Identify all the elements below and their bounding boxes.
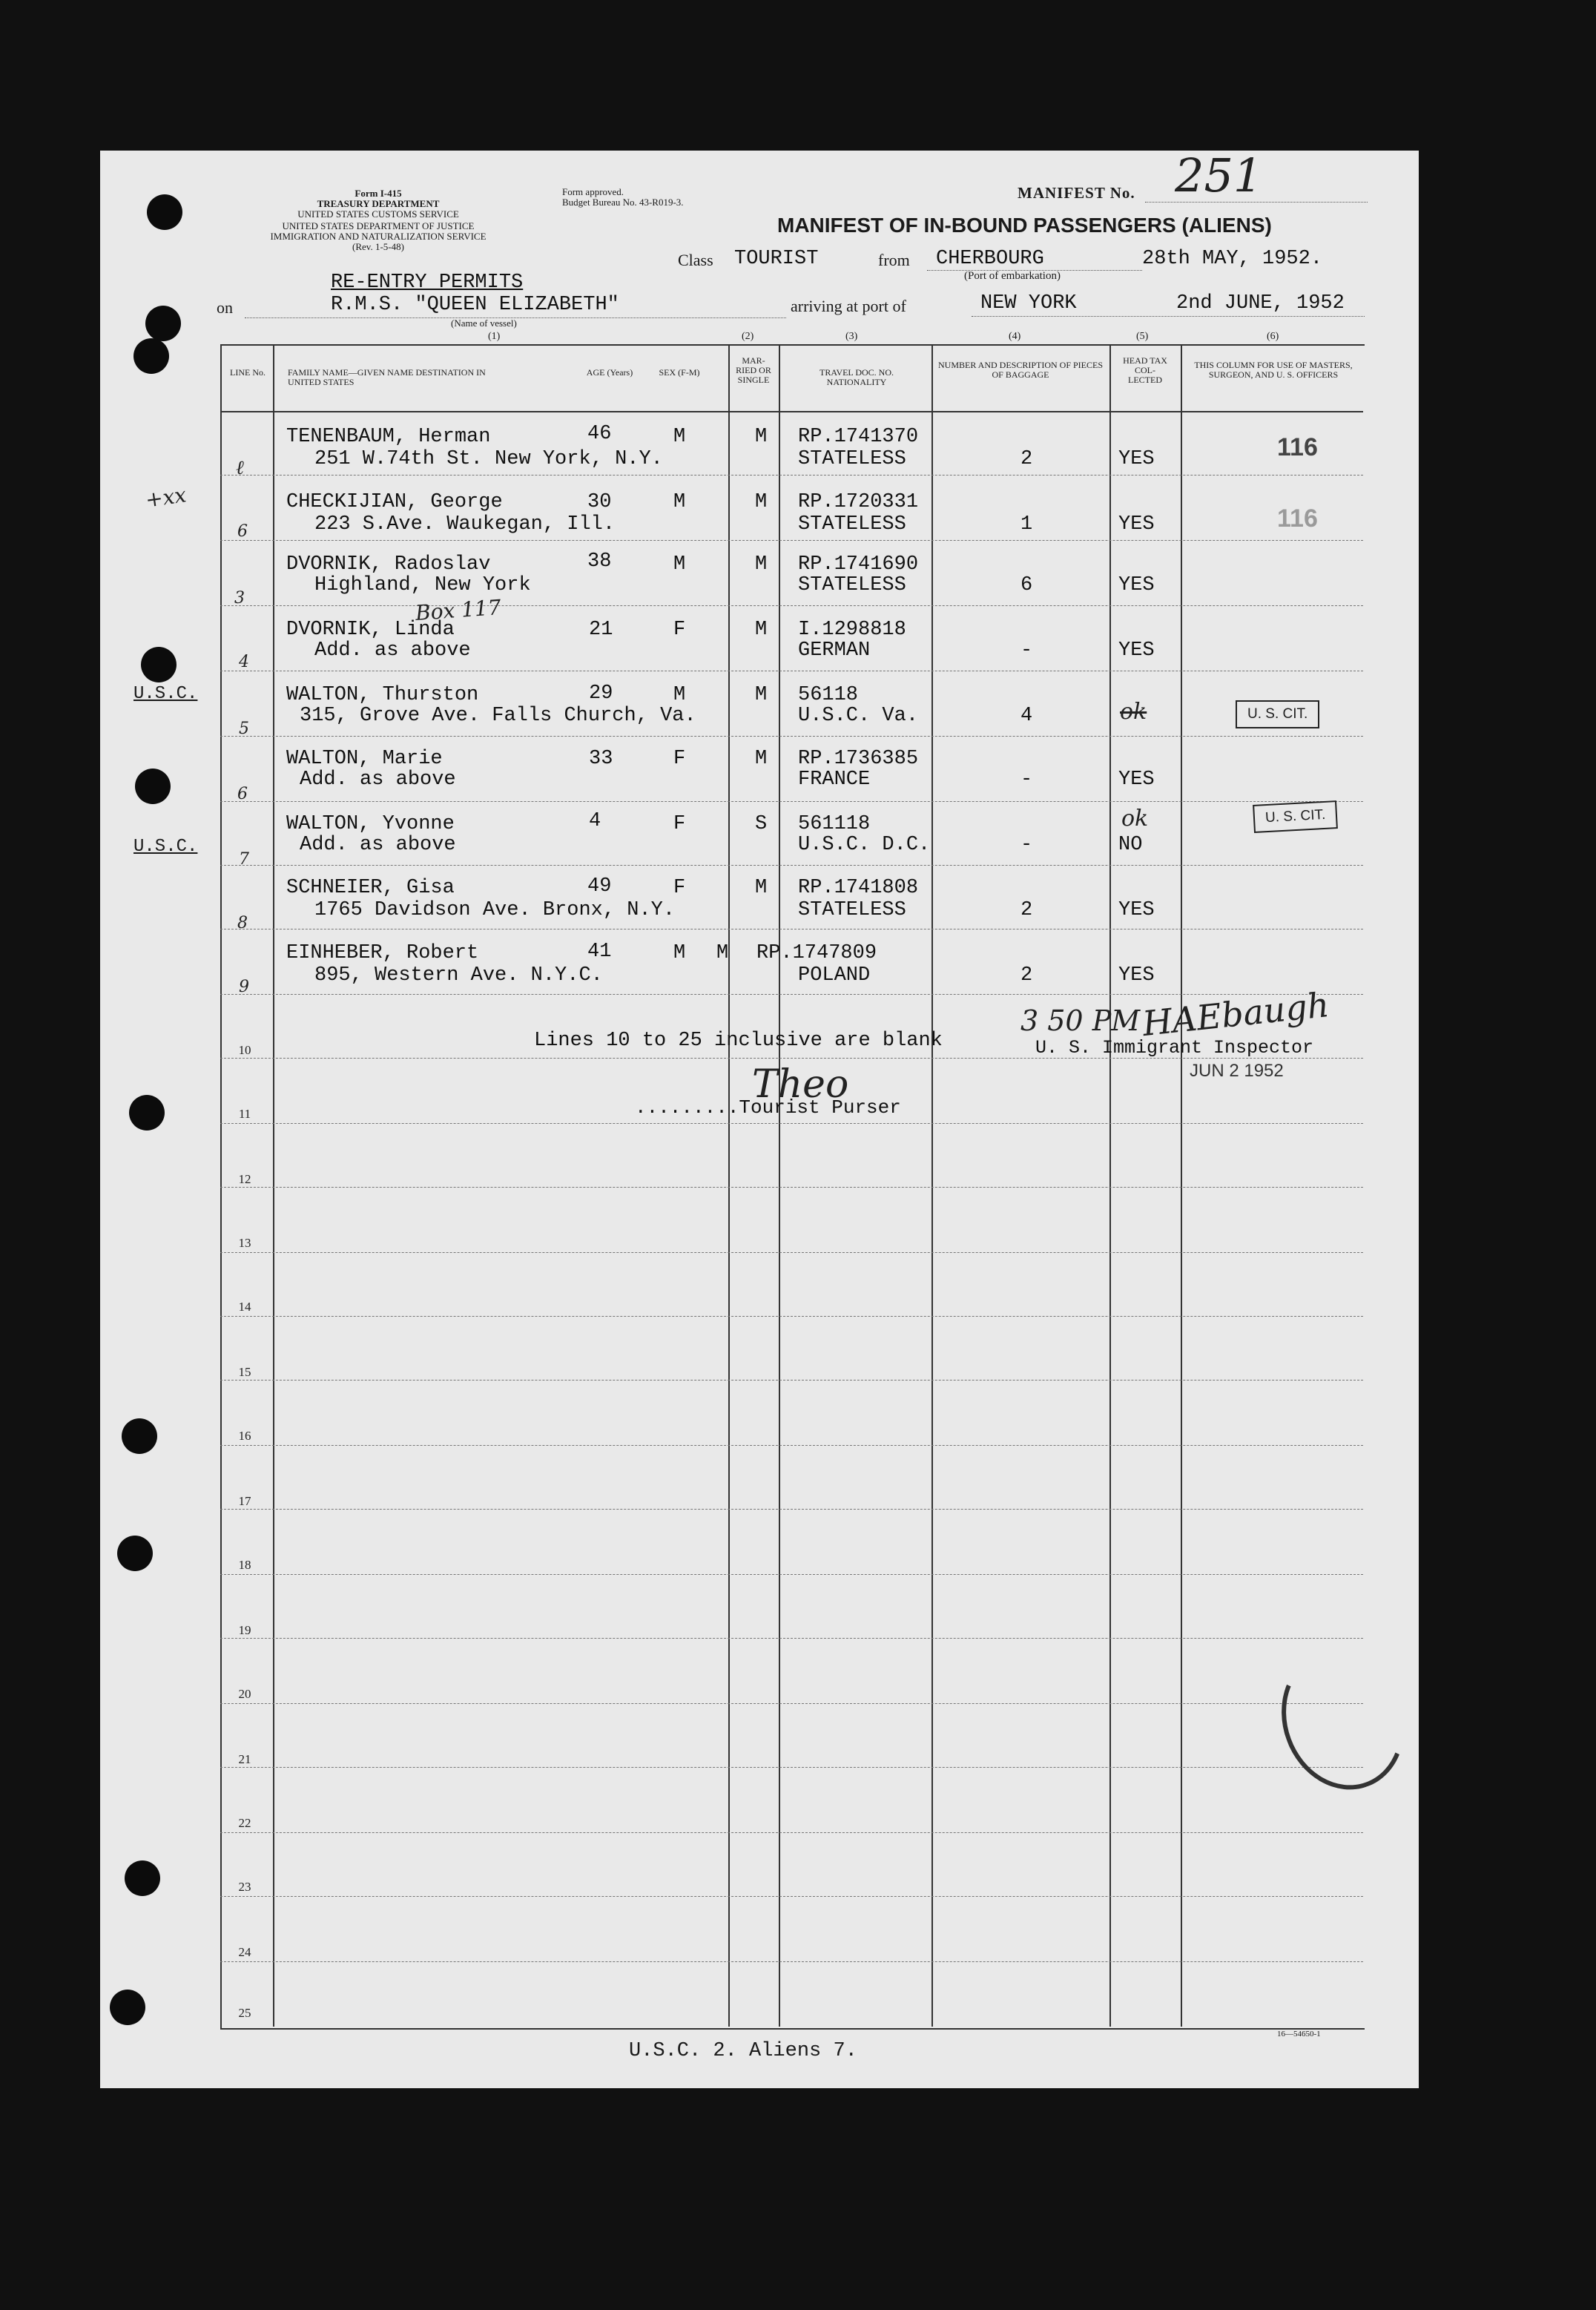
header-age: AGE (Years) xyxy=(586,367,633,378)
head-tax: YES xyxy=(1118,964,1155,987)
passenger-name: WALTON, Yvonne xyxy=(286,813,455,835)
line-number: 25 xyxy=(238,2006,251,2020)
officer-note: 116 xyxy=(1277,504,1318,533)
manifest-title: MANIFEST OF IN-BOUND PASSENGERS (ALIENS) xyxy=(777,214,1272,237)
line-number: 10 xyxy=(238,1043,251,1057)
passenger-age: 21 xyxy=(589,619,613,641)
passenger-marital: M xyxy=(755,748,768,770)
margin-xx-note: +xx xyxy=(143,482,188,513)
arriving-label: arriving at port of xyxy=(791,297,906,315)
baggage-count: - xyxy=(1020,639,1033,662)
line-number: 23 xyxy=(238,1880,251,1894)
line-number: 16 xyxy=(238,1429,251,1443)
head-tax: YES xyxy=(1118,448,1155,470)
punch-hole xyxy=(122,1418,157,1454)
passenger-marital: M xyxy=(755,553,768,576)
column-number: (4) xyxy=(1009,331,1021,342)
passenger-sex: M xyxy=(673,942,686,964)
line-number: 15 xyxy=(238,1365,251,1379)
blank-lines-note: Lines 10 to 25 inclusive are blank xyxy=(534,1030,943,1052)
vessel-caption: (Name of vessel) xyxy=(451,317,517,329)
nationality: U.S.C. Va. xyxy=(798,705,919,727)
punch-hole xyxy=(129,1095,165,1131)
punch-hole xyxy=(147,194,182,230)
passenger-sex: F xyxy=(673,877,686,899)
passenger-name: DVORNIK, Linda xyxy=(286,619,455,641)
budget-bureau: Budget Bureau No. 43-R019-3. xyxy=(562,197,684,208)
nationality: POLAND xyxy=(798,964,871,987)
passenger-marital: M xyxy=(755,684,768,706)
punch-hole xyxy=(125,1860,160,1896)
header-sex: SEX (F-M) xyxy=(659,367,700,378)
passenger-marital: M xyxy=(716,942,729,964)
line-number: 21 xyxy=(238,1752,251,1766)
inspector-signature: HAEbaugh xyxy=(1140,984,1331,1044)
line-number: 20 xyxy=(238,1687,251,1701)
punch-hole xyxy=(133,338,169,374)
inspection-date-stamp: JUN 2 1952 xyxy=(1190,1061,1284,1081)
passenger-age: 33 xyxy=(589,748,613,770)
passenger-marital: M xyxy=(755,619,768,641)
nationality: U.S.C. D.C. xyxy=(798,834,931,856)
head-tax: YES xyxy=(1118,899,1155,921)
header-travel-doc: TRAVEL DOC. NO. NATIONALITY xyxy=(819,367,894,387)
passenger-name: EINHEBER, Robert xyxy=(286,942,479,964)
column-number: (6) xyxy=(1267,331,1279,342)
passenger-destination: Add. as above xyxy=(300,769,456,791)
column-number: (1) xyxy=(488,331,501,342)
passenger-destination: Add. as above xyxy=(314,639,471,662)
on-label: on xyxy=(217,298,233,317)
passenger-name: TENENBAUM, Herman xyxy=(286,426,491,448)
passenger-destination: 315, Grove Ave. Falls Church, Va. xyxy=(300,705,696,727)
usc-margin-note: U.S.C. xyxy=(133,837,198,857)
baggage-count: 1 xyxy=(1020,513,1033,536)
passenger-sex: M xyxy=(673,553,686,576)
arrival-date: 2nd JUNE, 1952 xyxy=(1176,292,1345,315)
purser-signature: Theo xyxy=(752,1062,849,1107)
form-approved: Form approved. xyxy=(562,186,624,197)
departure-date: 28th MAY, 1952. xyxy=(1142,248,1323,270)
travel-doc-no: RP.1741808 xyxy=(798,877,919,899)
travel-doc-no: RP.1741370 xyxy=(798,426,919,448)
passenger-age: 46 xyxy=(587,423,612,445)
travel-doc-no: RP.1741690 xyxy=(798,553,919,576)
passenger-destination: 895, Western Ave. N.Y.C. xyxy=(314,964,603,987)
travel-doc-no: RP.1747809 xyxy=(756,942,877,964)
passenger-destination: 1765 Davidson Ave. Bronx, N.Y. xyxy=(314,899,676,921)
baggage-count: 4 xyxy=(1020,705,1033,727)
inspector-title: U. S. Immigrant Inspector xyxy=(1035,1037,1314,1059)
line-number: 22 xyxy=(238,1816,251,1830)
header-married: MAR-RIED OR SINGLE xyxy=(736,355,771,385)
passenger-sex: M xyxy=(673,426,686,448)
print-code: 16—54650-1 xyxy=(1277,2030,1321,2038)
head-tax: YES xyxy=(1118,574,1155,596)
passenger-destination: 251 W.74th St. New York, N.Y. xyxy=(314,448,663,470)
header-line-no: LINE No. xyxy=(230,367,266,378)
ins-service: IMMIGRATION AND NATURALIZATION SERVICE xyxy=(270,231,487,242)
passenger-marital: M xyxy=(755,877,768,899)
header-head-tax: HEAD TAX COL-LECTED xyxy=(1123,355,1167,385)
us-citizen-stamp: U. S. CIT. xyxy=(1253,800,1338,833)
travel-doc-no: I.1298818 xyxy=(798,619,906,641)
line-number: 18 xyxy=(238,1558,251,1572)
class-label: Class xyxy=(678,251,713,269)
form-number: Form I-415 xyxy=(355,188,402,199)
passenger-destination: 223 S.Ave. Waukegan, Ill. xyxy=(314,513,616,536)
class-value: TOURIST xyxy=(734,248,819,270)
column-number: (2) xyxy=(742,331,754,342)
travel-doc-no: 561118 xyxy=(798,813,871,835)
manifest-number: 251 xyxy=(1175,148,1263,203)
passenger-sex: F xyxy=(673,748,686,770)
passenger-marital: M xyxy=(755,491,768,513)
punch-hole xyxy=(141,647,177,682)
nationality: STATELESS xyxy=(798,513,906,536)
punch-hole xyxy=(145,306,181,341)
column-number: (3) xyxy=(845,331,858,342)
passenger-age: 30 xyxy=(587,491,612,513)
baggage-count: 2 xyxy=(1020,964,1033,987)
passenger-age: 29 xyxy=(589,682,613,705)
passenger-age: 41 xyxy=(587,941,612,963)
head-tax: YES xyxy=(1118,769,1155,791)
head-tax: NO xyxy=(1118,834,1143,856)
head-tax-ok-note: ok xyxy=(1121,806,1149,832)
passenger-sex: F xyxy=(673,813,686,835)
line-number: 24 xyxy=(238,1945,251,1959)
passenger-name: SCHNEIER, Gisa xyxy=(286,877,455,899)
reentry-permits-note: RE-ENTRY PERMITS xyxy=(331,272,524,294)
line-number: 13 xyxy=(238,1236,251,1250)
line-number: 17 xyxy=(238,1494,251,1508)
passenger-name: DVORNIK, Radoslav xyxy=(286,553,491,576)
us-citizen-stamp: U. S. CIT. xyxy=(1236,700,1319,728)
passenger-sex: M xyxy=(673,491,686,513)
travel-doc-no: RP.1720331 xyxy=(798,491,919,513)
header-officers: THIS COLUMN FOR USE OF MASTERS, SURGEON, AND U. S. OFFICERS xyxy=(1194,360,1353,380)
justice-dept: UNITED STATES DEPARTMENT OF JUSTICE xyxy=(282,220,475,231)
officer-note: 116 xyxy=(1277,433,1318,461)
passenger-destination: Add. as above xyxy=(300,834,456,856)
passenger-sex: F xyxy=(673,619,686,641)
from-label: from xyxy=(878,251,910,269)
baggage-count: 2 xyxy=(1020,448,1033,470)
head-tax: YES xyxy=(1118,513,1155,536)
treasury-dept: TREASURY DEPARTMENT xyxy=(317,198,440,209)
travel-doc-no: 56118 xyxy=(798,684,859,706)
punch-hole xyxy=(110,1990,145,2025)
passenger-age: 49 xyxy=(587,875,612,898)
port-caption: (Port of embarkation) xyxy=(964,270,1061,282)
passenger-marital: M xyxy=(755,426,768,448)
manifest-no-label: MANIFEST No. xyxy=(1018,184,1135,202)
travel-doc-no: RP.1736385 xyxy=(798,748,919,770)
punch-hole xyxy=(135,769,171,804)
passenger-age: 4 xyxy=(589,810,601,832)
nationality: STATELESS xyxy=(798,448,906,470)
nationality: GERMAN xyxy=(798,639,871,662)
baggage-count: 6 xyxy=(1020,574,1033,596)
punch-hole xyxy=(117,1536,153,1571)
line-number: 11 xyxy=(238,1107,251,1121)
nationality: STATELESS xyxy=(798,899,906,921)
line-number: 14 xyxy=(238,1300,251,1314)
vessel-name: R.M.S. "QUEEN ELIZABETH" xyxy=(331,294,619,316)
usc-margin-note: U.S.C. xyxy=(133,684,198,704)
arrival-port: NEW YORK xyxy=(980,292,1077,315)
baggage-count: 2 xyxy=(1020,899,1033,921)
header-baggage: NUMBER AND DESCRIPTION OF PIECES OF BAGGAGE xyxy=(937,360,1104,380)
passenger-name: WALTON, Thurston xyxy=(286,684,479,706)
footer-summary: U.S.C. 2. Aliens 7. xyxy=(629,2040,857,2062)
passenger-name: WALTON, Marie xyxy=(286,748,443,770)
nationality: STATELESS xyxy=(798,574,906,596)
inspection-time: 3 50 PM xyxy=(1020,1004,1141,1037)
box-note: Box 117 xyxy=(414,595,502,625)
passenger-name: CHECKIJIAN, George xyxy=(286,491,503,513)
baggage-count: - xyxy=(1020,834,1033,856)
passenger-marital: S xyxy=(755,813,768,835)
customs-service: UNITED STATES CUSTOMS SERVICE xyxy=(297,208,459,220)
header-name: FAMILY NAME—GIVEN NAME DESTINATION IN UNITED STATES xyxy=(288,367,486,387)
baggage-count: - xyxy=(1020,769,1033,791)
port-of-embarkation: CHERBOURG xyxy=(936,248,1044,270)
line-number: 19 xyxy=(238,1623,251,1637)
head-tax: ok xyxy=(1120,699,1147,725)
passenger-age: 38 xyxy=(587,550,612,573)
form-revision: (Rev. 1-5-48) xyxy=(352,241,404,252)
nationality: FRANCE xyxy=(798,769,871,791)
head-tax: YES xyxy=(1118,639,1155,662)
passenger-sex: M xyxy=(673,684,686,706)
column-number: (5) xyxy=(1136,331,1149,342)
line-number: 12 xyxy=(238,1172,251,1186)
passenger-destination: Highland, New York xyxy=(314,574,531,596)
purser-line: .........Tourist Purser xyxy=(635,1096,901,1119)
